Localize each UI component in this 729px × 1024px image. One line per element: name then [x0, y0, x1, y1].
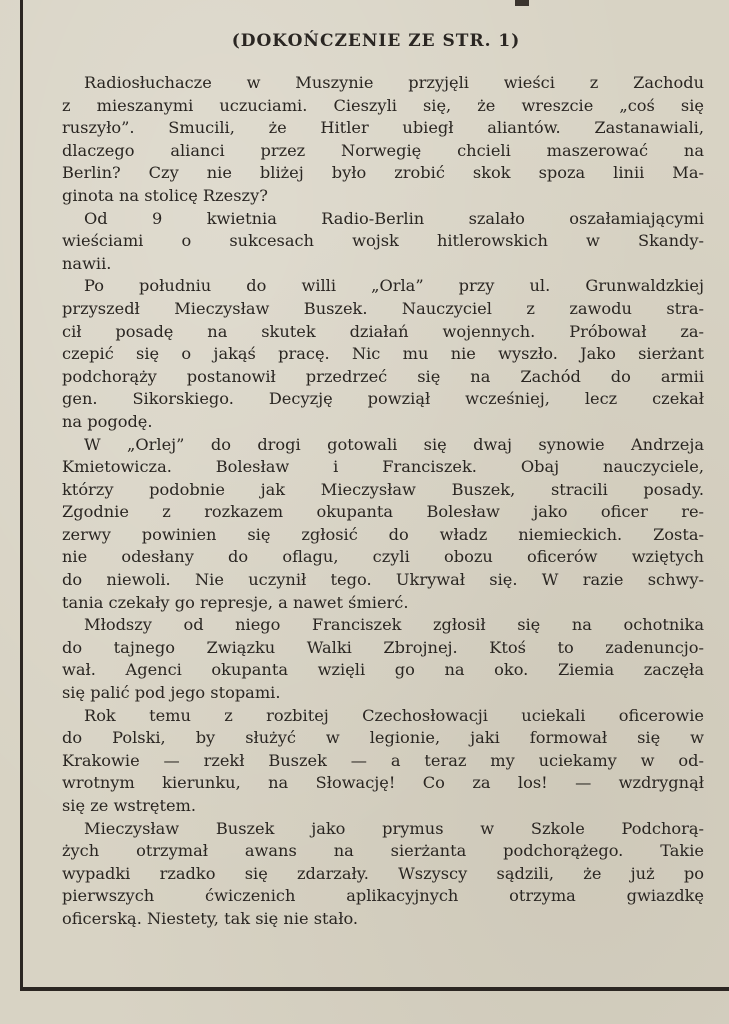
article-line: Zgodnie z rozkazem okupanta Bolesław jako oficer re-: [62, 502, 704, 522]
article-line: Mieczysław Buszek jako prymus w Szkole Podchorą-: [84, 818, 704, 838]
article-line: pierwszych ćwiczenich aplikacyjnych otrzyma gwiazdkę: [62, 886, 704, 906]
article-line: tania czekały go represje, a nawet śmierć.: [62, 592, 409, 612]
article-line: którzy podobnie jak Mieczysław Buszek, stracili posady.: [62, 479, 704, 499]
article-paragraph: [62, 434, 704, 615]
continuation-heading: (DOKOŃCZENIE ZE STR. 1): [231, 31, 521, 51]
article-paragraph: [62, 818, 704, 931]
article-line: wał. Agenci okupanta wzięli go na oko. Ziemia zaczęła: [62, 660, 704, 680]
article-line: oficerską. Niestety, tak się nie stało.: [62, 908, 359, 928]
article-line: przyszedł Mieczysław Buszek. Nauczyciel z zawodu stra-: [62, 298, 704, 318]
article-line: ruszyło”. Smucili, że Hitler ubiegł aliantów. Zastanawiali,: [62, 118, 704, 138]
article-line: W „Orlej” do drogi gotowali się dwaj synowie Andrzeja: [84, 434, 704, 454]
article-line: Krakowie — rzekł Buszek — a teraz my uciekamy w od-: [62, 750, 704, 770]
article-line: żych otrzymał awans na sierżanta podchorążego. Takie: [62, 841, 704, 861]
article-line: cił posadę na skutek działań wojennych. Próbował za-: [62, 321, 704, 341]
article-paragraph: [62, 705, 704, 818]
article-line: podchorąży postanowił przedrzeć się na Zachód do armii: [62, 366, 704, 386]
article-line: Berlin? Czy nie bliżej było zrobić skok spoza linii Ma-: [62, 163, 704, 183]
article-line: Po południu do willi „Orla” przy ul. Grunwaldzkiej: [84, 276, 704, 296]
article-line: ginota na stolicę Rzeszy?: [62, 185, 268, 205]
column-rule-vertical: [20, 0, 23, 990]
article-line: zerwy powinien się zgłosić do władz niemieckich. Zosta-: [62, 524, 704, 544]
article-line: Radiosłuchacze w Muszynie przyjęli wieści z Zachodu: [84, 73, 704, 92]
article-line: wieściami o sukcesach wojsk hitlerowskich w Skandy-: [62, 231, 704, 251]
article-line: Rok temu z rozbitej Czechosłowacji uciekali oficerowie: [84, 705, 704, 725]
article-line: gen. Sikorskiego. Decyzję powziął wcześniej, lecz czekał: [62, 389, 704, 409]
article-body: [62, 72, 704, 931]
article-line: do niewoli. Nie uczynił tego. Ukrywał się. W razie schwy-: [62, 570, 704, 590]
article-line: do Polski, by służyć w legionie, jaki formował się w: [62, 728, 704, 748]
article-line: z mieszanymi uczuciami. Cieszyli się, że wreszcie „coś się: [62, 95, 704, 115]
article-line: nawii.: [62, 253, 112, 273]
article-line: do tajnego Związku Walki Zbrojnej. Ktoś to zadenuncjo-: [62, 637, 704, 657]
article-line: na pogodę.: [62, 411, 153, 431]
article-line: dlaczego alianci przez Norwegię chcieli maszerować na: [62, 140, 704, 160]
article-line: Kmietowicza. Bolesław i Franciszek. Obaj nauczyciele,: [62, 457, 704, 477]
article-line: się ze wstrętem.: [62, 796, 197, 815]
article-paragraph: [62, 208, 704, 276]
article-line: się palić pod jego stopami.: [62, 683, 281, 703]
article-line: Młodszy od niego Franciszek zgłosił się na ochotnika: [84, 615, 704, 635]
article-paragraph: [62, 275, 704, 433]
article-line: wrotnym kierunku, na Słowację! Co za los! — wzdrygnął: [62, 773, 704, 793]
column-rule-horizontal: [20, 987, 729, 991]
article-line: wypadki rzadko się zdarzały. Wszyscy sądzili, że już po: [62, 863, 704, 883]
article-paragraph: [62, 614, 704, 704]
article-line: czepić się o jakąś pracę. Nic mu nie wyszło. Jako sierżant: [62, 344, 704, 364]
article-line: nie odesłany do oflagu, czyli obozu oficerów wziętych: [62, 547, 704, 567]
article-paragraph: [62, 72, 704, 208]
top-print-mark: [515, 0, 529, 6]
article-line: Od 9 kwietnia Radio-Berlin szalało oszałamiającymi: [84, 208, 704, 228]
